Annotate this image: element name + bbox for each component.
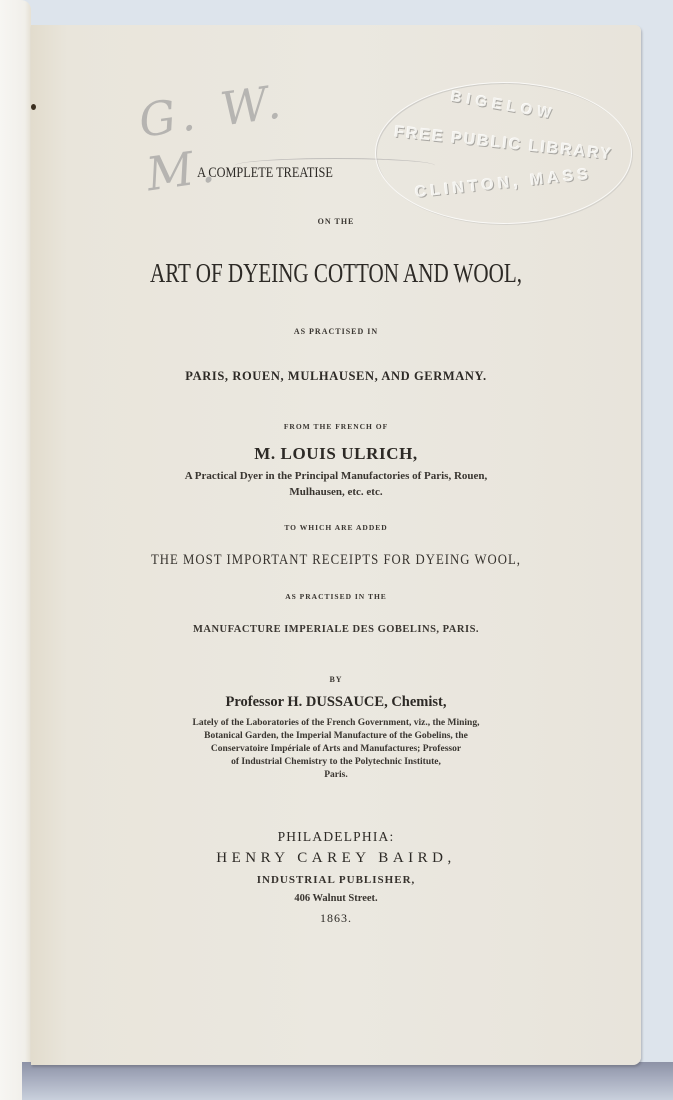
book-cover-edge	[0, 0, 31, 1100]
translator-desc-2: Botanical Garden, the Imperial Manufacture of the Gobelins, the	[204, 731, 468, 741]
from-the-french-of: FROM THE FRENCH OF	[283, 422, 389, 431]
as-practised-in-the: AS PRACTISED IN THE	[285, 592, 387, 601]
places-line: PARIS, ROUEN, MULHAUSEN, AND GERMANY.	[185, 369, 487, 383]
pencil-signature: G. W. M.	[135, 73, 290, 202]
translator-desc-4: of Industrial Chemistry to the Polytechnic Institute,	[231, 757, 441, 767]
shadow-below-page	[22, 1062, 673, 1100]
to-which-are-added: TO WHICH ARE ADDED	[284, 523, 388, 532]
main-title: ART OF DYEING COTTON AND WOOL,	[150, 258, 522, 288]
gobelins-line: MANUFACTURE IMPERIALE DES GOBELINS, PARIS.	[192, 624, 480, 635]
stamp-line-3: CLINTON, MASS	[414, 165, 593, 202]
imprint-publisher: HENRY CAREY BAIRD,	[216, 850, 456, 866]
stamp-line-2: FREE PUBLIC LIBRARY	[393, 123, 614, 164]
imprint-publisher-role: INDUSTRIAL PUBLISHER,	[256, 874, 416, 886]
translator-desc-1: Lately of the Laboratories of the French Government, viz., the Mining,	[192, 718, 480, 728]
as-practised-in: AS PRACTISED IN	[293, 327, 379, 336]
translator-desc-5: Paris.	[324, 770, 348, 780]
subtitle-on-the: ON THE	[317, 217, 355, 226]
library-embossed-stamp	[375, 82, 632, 224]
stamp-line-1: BIGELOW	[449, 87, 558, 124]
imprint-city: PHILADELPHIA:	[277, 829, 395, 844]
by-label: BY	[329, 675, 343, 684]
author-description-1: A Practical Dyer in the Principal Manufactories of Paris, Rouen,	[184, 470, 488, 482]
receipts-heading: THE MOST IMPORTANT RECEIPTS FOR DYEING WOOL,	[150, 552, 522, 568]
imprint-address: 406 Walnut Street.	[294, 893, 378, 904]
original-author-name: M. LOUIS ULRICH,	[254, 444, 418, 463]
translator-desc-3: Conservatoire Impériale of Arts and Manufactures; Professor	[210, 744, 462, 754]
imprint-year: 1863.	[320, 911, 352, 925]
subtitle-complete-treatise: A COMPLETE TREATISE	[197, 165, 333, 181]
binding-thread-dot	[31, 104, 36, 110]
translator-name: Professor H. DUSSAUCE, Chemist,	[225, 694, 447, 710]
author-description-2: Mulhausen, etc. etc.	[289, 486, 383, 498]
